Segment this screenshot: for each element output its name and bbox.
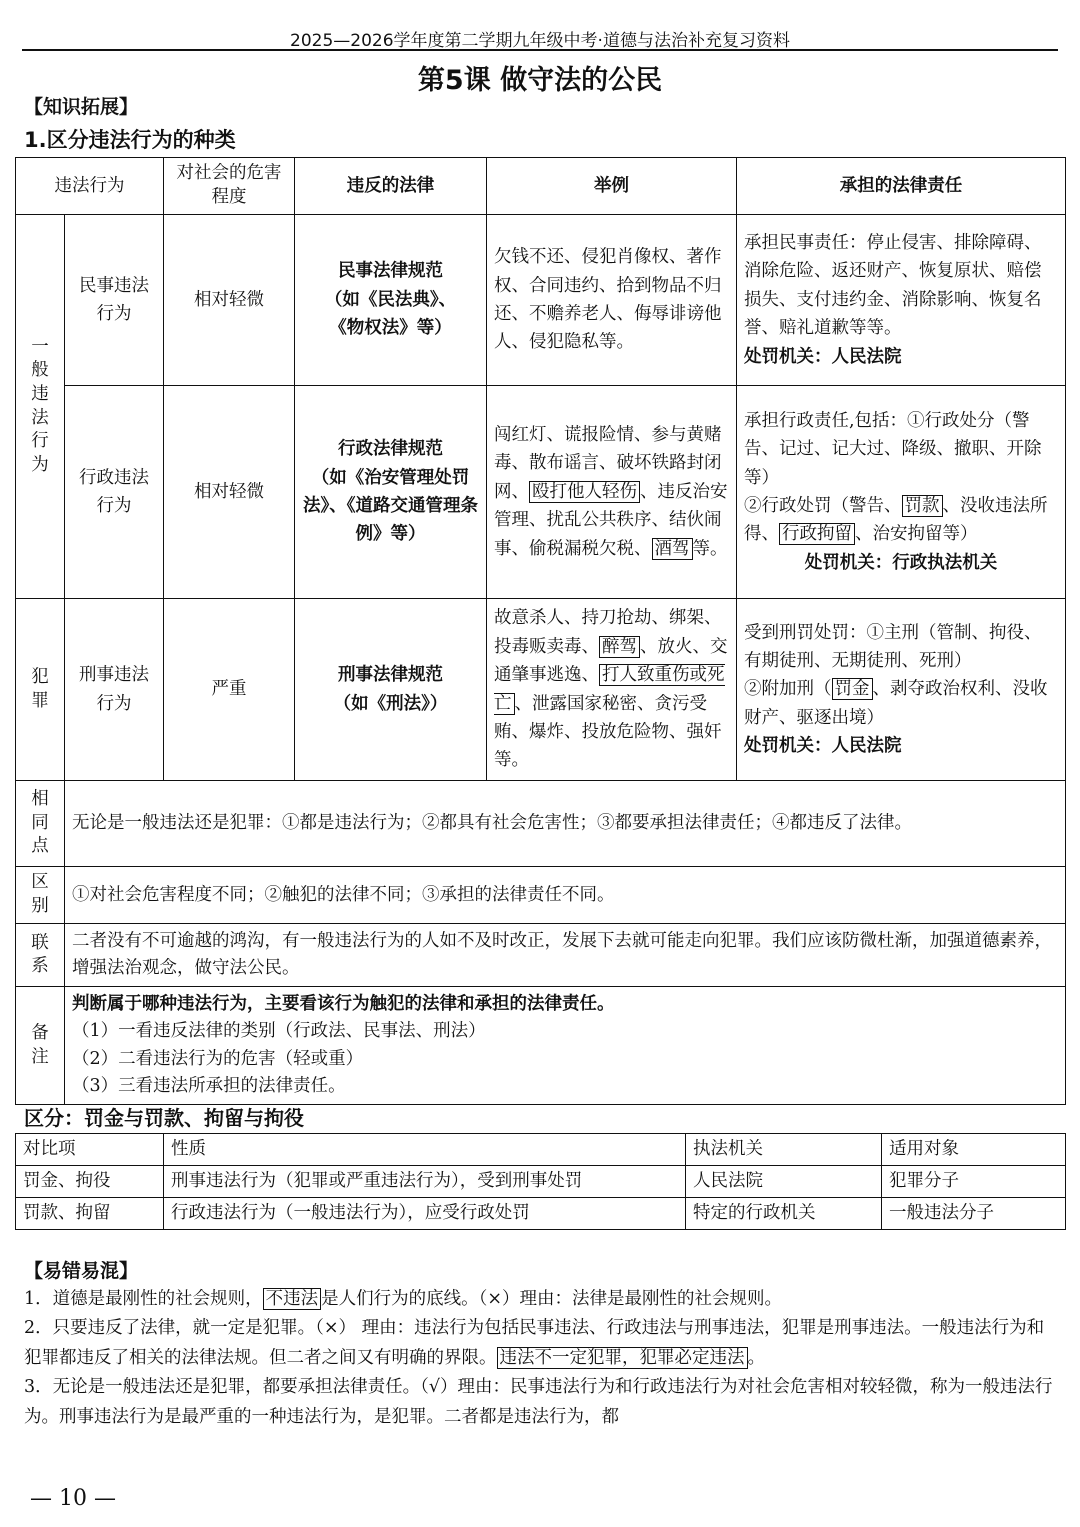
link-text: 二者没有不可逾越的鸿沟，有一般违法行为的人如不及时改正，发展下去就可能走向犯罪。我们应该防微杜渐，加强道德素养，增强法治观念，做守法公民。: [65, 924, 1066, 987]
criminal-liability-boxed-1: 罚金: [832, 678, 873, 700]
criminal-example-a: 故意杀人、持刀抢劫、绑架、投毒贩卖毒、: [494, 608, 722, 657]
admin-example-c: 等。: [692, 538, 728, 559]
diff-label: 区别: [16, 867, 65, 924]
civil-law: [295, 215, 487, 386]
admin-liability-boxed-1: 罚款: [902, 495, 943, 517]
compare-header-nature: 性质: [164, 1134, 686, 1166]
admin-law: [295, 386, 487, 599]
same-label: 相同点: [16, 781, 65, 867]
admin-liability-1: 承担行政责任,包括：①行政处分（警告、记过、记大过、降级、撤职、开除等）: [744, 410, 1042, 488]
penalty-compare-table: [15, 1133, 1066, 1230]
compare-row: [16, 1166, 1066, 1198]
note-item: （1）一看违反法律的类别（行政法、民事法、刑法）: [72, 1021, 486, 1042]
admin-liability-2b: 、没收违法所得、: [744, 496, 1048, 545]
criminal-liability-2b: 、剥夺政治权利、没收财产、驱逐出境）: [744, 679, 1048, 728]
table-row-diff: [16, 867, 1066, 924]
admin-law-line2: （如《治安管理处罚法》、《道路交通管理条例》等）: [303, 467, 478, 545]
error-2-boxed: 违法不一定犯罪，犯罪必定违法: [497, 1347, 748, 1369]
error-1-boxed: 不违法: [263, 1288, 322, 1310]
errors-list: [24, 1285, 1060, 1432]
admin-example-boxed-2: 酒驾: [652, 538, 693, 560]
compare-row: [16, 1198, 1066, 1230]
error-2-a: 2．只要违反了法律，就一定是犯罪。（×） 理由：违法行为包括民事违法、行政违法与刑事违法，犯罪是刑事违法。一般违法行为和犯罪都违反了相关的法律法规。但二者之间又有明确的界限。: [24, 1318, 1045, 1368]
note-label: 备注: [16, 987, 65, 1105]
note-bold: 判断属于哪种违法行为，主要看该行为触犯的法律和承担的法律责任。: [72, 994, 615, 1015]
criminal-type: 刑事违法行为: [65, 599, 164, 781]
group-general: 一般违法行为: [16, 215, 65, 599]
admin-harm: 相对轻微: [164, 386, 295, 599]
civil-law-line1: 民事法律规范: [338, 261, 443, 282]
criminal-liability-2: [744, 675, 1058, 732]
civil-harm: 相对轻微: [164, 215, 295, 386]
criminal-example-c: 、泄露国家秘密、贪污受贿、爆炸、投放危险物、强奸等。: [494, 693, 722, 771]
table-row-civil: [16, 215, 1066, 386]
civil-authority: 处罚机关：人民法院: [744, 346, 902, 367]
header-example: 举例: [487, 158, 737, 215]
admin-example-a: 闯红灯、谎报险情、参与黄赌毒、散布谣言、破坏铁路封闭网、: [494, 425, 722, 502]
header-rule: [22, 49, 1058, 51]
note-item: （2）二看违法行为的危害（轻或重）: [72, 1048, 364, 1069]
table-row-link: [16, 924, 1066, 987]
compare-header-target: 适用对象: [882, 1134, 1066, 1166]
running-header: 2025—2026学年度第二学期九年级中考·道德与法治补充复习资料: [290, 31, 790, 51]
diff-text: ①对社会危害程度不同；②触犯的法律不同；③承担的法律责任不同。: [65, 867, 1066, 924]
header-law: 违反的法律: [295, 158, 487, 215]
civil-example: 欠钱不还、侵犯肖像权、著作权、合同违约、拾到物品不归还、不赡养老人、侮辱诽谤他人、侵犯隐私等。: [487, 215, 737, 386]
admin-liability-2c: 、治安拘留等）: [855, 524, 978, 545]
compare-cell: 特定的行政机关: [686, 1198, 882, 1230]
compare-header-authority: 执法机关: [686, 1134, 882, 1166]
table-row-admin: [16, 386, 1066, 599]
civil-type: 民事违法行为: [65, 215, 164, 386]
admin-example-boxed-1: 殴打他人轻伤: [529, 481, 640, 503]
error-item-1: [24, 1285, 1060, 1314]
admin-liability-2: [744, 492, 1058, 549]
table-header-row: [16, 158, 1066, 215]
civil-liability: [737, 215, 1066, 386]
admin-liability-boxed-2: 行政拘留: [779, 523, 855, 545]
lesson-title: 第5课 做守法的公民: [417, 65, 663, 96]
compare-header-row: [16, 1134, 1066, 1166]
civil-law-line3: 《物权法》等）: [329, 318, 452, 339]
violation-types-table: [15, 157, 1066, 1105]
group-crime: 犯罪: [16, 599, 65, 781]
error-1-b: 是人们行为的底线。（×）理由：法律是最刚性的社会规则。: [321, 1289, 783, 1309]
criminal-harm: 严重: [164, 599, 295, 781]
compare-cell: 罚金、拘役: [16, 1166, 164, 1198]
error-2-b: 。: [747, 1347, 765, 1368]
table-row-criminal: [16, 599, 1066, 781]
compare-cell: 行政违法行为（一般违法行为），应受行政处罚: [164, 1198, 686, 1230]
compare-cell: 人民法院: [686, 1166, 882, 1198]
admin-liability: [737, 386, 1066, 599]
criminal-liability-2a: ②附加刑（: [744, 679, 832, 700]
criminal-liability-1: 受到刑罚处罚：①主刑（管制、拘役、有期徒刑、无期徒刑、死刑）: [744, 622, 1042, 671]
criminal-authority: 处罚机关：人民法院: [744, 736, 902, 757]
admin-example: [487, 386, 737, 599]
criminal-example-boxed-2: 打人致重伤或死亡: [494, 665, 725, 714]
criminal-example-boxed-1: 醉驾: [599, 636, 640, 658]
note-item: （3）三看违法所承担的法律责任。: [72, 1075, 346, 1096]
link-label: 联系: [16, 924, 65, 987]
criminal-law-line1: 刑事法律规范: [338, 665, 443, 686]
section-heading-1: 1.区分违法行为的种类: [24, 128, 236, 152]
header-liability: 承担的法律责任: [737, 158, 1066, 215]
table-row-same: [16, 781, 1066, 867]
errors-label: 【易错易混】: [24, 1260, 139, 1282]
compare-cell: 一般违法分子: [882, 1198, 1066, 1230]
admin-liability-2a: ②行政处罚（警告、: [744, 496, 902, 516]
note-content: [65, 987, 1066, 1105]
knowledge-label: 【知识拓展】: [24, 96, 139, 118]
criminal-law: [295, 599, 487, 781]
same-text: 无论是一般违法还是犯罪：①都是违法行为；②都具有社会危害性；③都要承担法律责任；④都违反了法律。: [65, 781, 1066, 867]
civil-liability-text: 承担民事责任：停止侵害、排除障碍、消除危险、返还财产、恢复原状、赔偿损失、支付违约金、消除影响、恢复名誉、赔礼道歉等等。: [744, 233, 1042, 339]
compare-cell: 犯罪分子: [882, 1166, 1066, 1198]
error-item-2: [24, 1314, 1060, 1373]
section-heading-2: 区分：罚金与罚款、拘留与拘役: [24, 1106, 304, 1130]
admin-law-line1: 行政法律规范: [338, 439, 443, 460]
civil-law-line2: （如《民法典》、: [324, 289, 457, 310]
compare-header-item: 对比项: [16, 1134, 164, 1166]
criminal-law-line2: （如《刑法》）: [333, 693, 448, 714]
compare-cell: 罚款、拘留: [16, 1198, 164, 1230]
criminal-example-b: 、放火、交通肇事逃逸、: [494, 636, 728, 686]
header-harm: 对社会的危害程度: [164, 158, 295, 215]
admin-type: 行政违法行为: [65, 386, 164, 599]
header-behavior: 违法行为: [16, 158, 164, 215]
admin-authority: 处罚机关：行政执法机关: [804, 552, 998, 573]
admin-example-b: 、违反治安管理、扰乱公共秩序、结伙闹事、偷税漏税欠税、: [494, 481, 728, 559]
criminal-example: [487, 599, 737, 781]
page-number: — 10 —: [30, 1486, 116, 1511]
error-1-a: 1．道德是最刚性的社会规则，: [24, 1289, 263, 1309]
table-row-note: [16, 987, 1066, 1105]
criminal-liability: [737, 599, 1066, 781]
compare-cell: 刑事违法行为（犯罪或严重违法行为），受到刑事处罚: [164, 1166, 686, 1198]
error-item-3: 3．无论是一般违法还是犯罪，都要承担法律责任。（√）理由：民事违法行为和行政违法行为对社会危害相对较轻微，称为一般违法行为。刑事违法行为是最严重的一种违法行为，是犯罪。二者都是违法行为，都: [24, 1377, 1053, 1427]
